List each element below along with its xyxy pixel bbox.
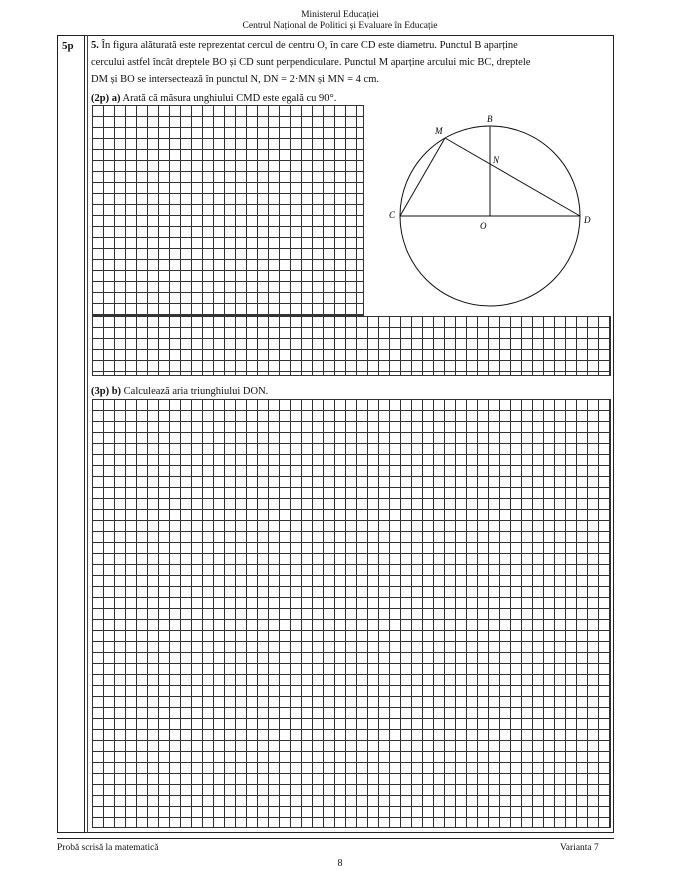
label-o: O (480, 221, 487, 231)
segment-dm (445, 138, 580, 216)
column-divider (84, 35, 85, 833)
part-a-points: (2p) a) (91, 93, 121, 104)
problem-number: 5. (91, 40, 99, 51)
part-b-points: (3p) b) (91, 386, 122, 397)
problem-line1-text: În figura alăturată este reprezentat cercul de centru O, în care CD este diametru. Punctul B aparține (101, 40, 518, 51)
part-b-text: Calculează aria triunghiului DON. (123, 386, 269, 397)
label-m: M (435, 126, 443, 136)
problem-statement-line1 (91, 39, 611, 52)
page-number: 8 (337, 858, 343, 869)
label-d: D (584, 215, 591, 225)
problem-statement-line3: DM și BO se intersectează în punctul N, DN = 2·MN și MN = 4 cm. (91, 74, 380, 85)
label-n: N (493, 155, 500, 165)
part-b-prompt (91, 385, 611, 398)
label-b: B (487, 114, 493, 124)
footer-divider (57, 838, 614, 839)
answer-grid-a-upper[interactable] (92, 105, 364, 316)
header-center: Centrul Național de Politici și Evaluare în Educație (242, 21, 438, 31)
problem-points: 5p (62, 40, 74, 52)
problem-statement-line2: cercului astfel încât dreptele BO și CD sunt perpendiculare. Punctul M aparține arcului mic BC, dreptele (91, 57, 531, 68)
segment-cm (400, 138, 445, 216)
answer-grid-b[interactable] (92, 399, 611, 828)
part-a-text: Arată că măsura unghiului CMD este egală cu 90°. (122, 93, 337, 104)
answer-grid-a-lower[interactable] (92, 316, 611, 376)
label-c: C (389, 210, 396, 220)
part-a-prompt (91, 92, 611, 105)
header-ministry: Ministerul Educației (301, 10, 379, 20)
footer-right: Varianta 7 (560, 843, 599, 853)
circle-figure (385, 112, 600, 312)
column-divider-inner (87, 35, 88, 833)
footer-left: Probă scrisă la matematică (57, 843, 159, 853)
